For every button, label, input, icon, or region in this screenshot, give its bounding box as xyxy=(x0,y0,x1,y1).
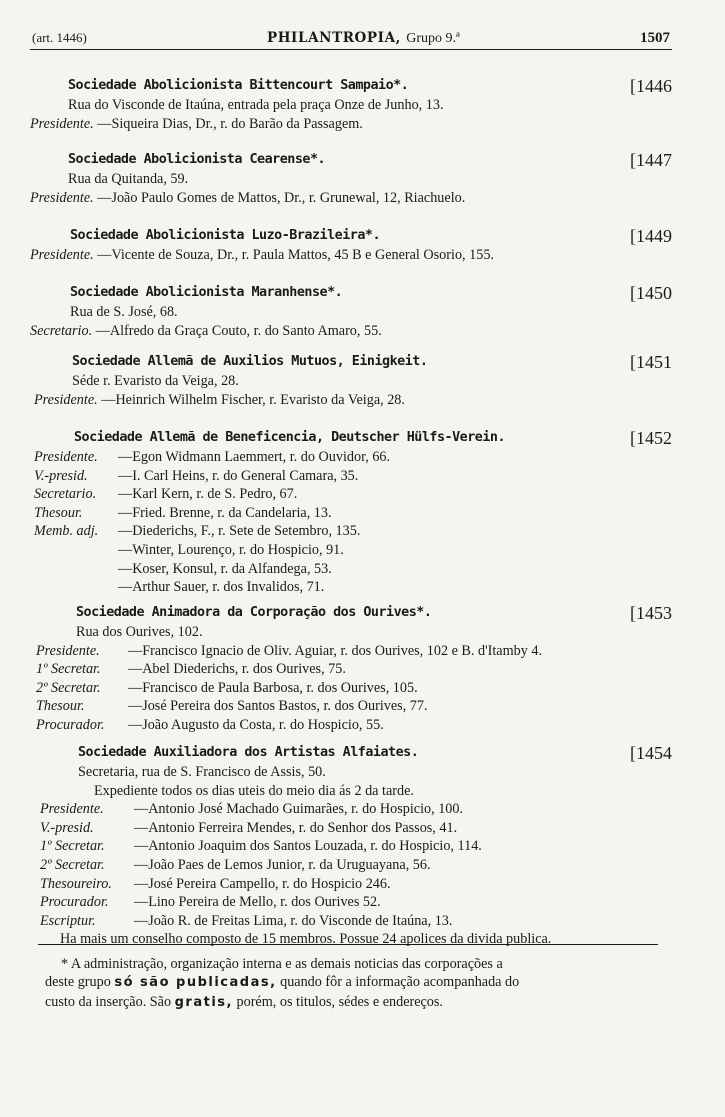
footnote-divider xyxy=(38,944,658,945)
line-label: 1º Secretar. xyxy=(40,838,105,855)
entry xyxy=(30,76,672,133)
line-text: —Antonio Joaquim dos Santos Louzada, r. do Hospicio, 114. xyxy=(134,838,482,855)
line-text: Secretaria, rua de S. Francisco de Assis, 50. xyxy=(78,764,326,780)
entry xyxy=(30,428,672,597)
line-text: —Antonio Ferreira Mendes, r. do Senhor dos Passos, 41. xyxy=(134,819,458,836)
footnote-line xyxy=(45,993,685,1012)
entry-line xyxy=(30,485,672,504)
line-text: —Karl Kern, r. de S. Pedro, 67. xyxy=(118,486,298,503)
entry-line xyxy=(30,819,672,838)
line-text: —Abel Diederichs, r. dos Ourives, 75. xyxy=(128,661,346,678)
entry-line xyxy=(30,623,672,642)
line-text: —João R. de Freitas Lima, r. do Visconde de Itaúna, 13. xyxy=(134,912,453,929)
entry-number: [1451 xyxy=(630,352,672,372)
entry-line xyxy=(30,96,672,115)
entry-name: Sociedade Abolicionista Luzo-Brazileira*. xyxy=(70,228,381,243)
entry-line xyxy=(30,303,672,322)
entry-number: [1452 xyxy=(630,428,672,448)
line-label: Escriptur. xyxy=(40,912,96,929)
entry-line xyxy=(30,246,672,265)
entry-line xyxy=(30,782,672,801)
line-label: 2º Secretar. xyxy=(40,856,105,873)
entry-line xyxy=(30,697,672,716)
line-text: —Heinrich Wilhelm Fischer, r. Evaristo da Veiga, 28. xyxy=(101,391,405,408)
line-text: Expediente todos os dias uteis do meio dia ás 2 da tarde. xyxy=(94,782,414,799)
entry-title xyxy=(30,603,672,623)
entry-line xyxy=(30,170,672,189)
line-text: —Siqueira Dias, Dr., r. do Barão da Passagem. xyxy=(97,115,363,132)
entry-title xyxy=(30,428,672,448)
entry-line xyxy=(30,763,672,782)
footnote-emphasis: gratis, xyxy=(174,994,233,1010)
line-text: —Fried. Brenne, r. da Candelaria, 13. xyxy=(118,504,332,521)
entry-line xyxy=(30,322,672,341)
footnote-text: porém, os titulos, sédes e endereços. xyxy=(236,993,443,1010)
footnote-line xyxy=(45,973,685,992)
line-text: —Lino Pereira de Mello, r. dos Ourives 52. xyxy=(134,894,381,911)
line-text: —João Augusto da Costa, r. do Hospicio, 55. xyxy=(128,716,384,733)
entry-title xyxy=(30,226,672,246)
line-label: Thesour. xyxy=(34,504,83,521)
entry-line xyxy=(30,115,672,134)
page xyxy=(30,30,672,50)
line-label: Secretario. xyxy=(30,322,93,339)
entry-name: Sociedade Abolicionista Bittencourt Sampaio*. xyxy=(68,78,409,93)
entry-name: Sociedade Animadora da Corporação dos Ourives*. xyxy=(76,605,432,620)
entry-line xyxy=(30,893,672,912)
entry xyxy=(30,150,672,207)
entry-name: Sociedade Abolicionista Cearense*. xyxy=(68,152,326,167)
line-label: Presidente. xyxy=(30,189,94,206)
line-text: Rua dos Ourives, 102. xyxy=(76,624,203,640)
entry xyxy=(30,743,672,949)
line-label: Procurador. xyxy=(36,716,105,733)
entry-line xyxy=(30,560,672,579)
entry-line xyxy=(30,391,672,410)
entry-title xyxy=(30,352,672,372)
page-number: 1507 xyxy=(639,30,670,46)
line-label: Thesoureiro. xyxy=(40,875,112,892)
footnote xyxy=(45,955,685,1012)
article-reference: (art. 1446) xyxy=(32,30,87,45)
entry-line xyxy=(30,660,672,679)
entry-name: Sociedade Auxiliadora dos Artistas Alfaiates. xyxy=(78,745,419,760)
entry-line xyxy=(30,467,672,486)
entry-line xyxy=(30,372,672,391)
footnote-marker: * xyxy=(61,956,69,972)
line-text: —Francisco Ignacio de Oliv. Aguiar, r. dos Ourives, 102 e B. d'Itamby 4. xyxy=(128,642,543,659)
line-text: Ha mais um conselho composto de 15 membros. Possue 24 apolices da divida publica. xyxy=(60,931,552,948)
line-text: Rua de S. José, 68. xyxy=(70,304,178,320)
line-text: —Egon Widmann Laemmert, r. do Ouvidor, 66. xyxy=(118,449,391,465)
entry-line xyxy=(30,930,672,949)
line-text: —Francisco de Paula Barbosa, r. dos Ourives, 105. xyxy=(128,679,418,696)
footnote-text: custo da inserção. São xyxy=(45,993,172,1010)
footnote-text: A administração, organização interna e as demais noticias das corporações a xyxy=(70,956,503,972)
line-text: —José Pereira Campello, r. do Hospicio 246. xyxy=(134,875,391,892)
entry-title xyxy=(30,76,672,96)
line-text: —Winter, Lourenço, r. do Hospicio, 91. xyxy=(118,541,344,558)
entry-line xyxy=(30,912,672,931)
entry-title xyxy=(30,283,672,303)
line-label: Presidente. xyxy=(30,247,94,263)
entry xyxy=(30,352,672,409)
entry-title xyxy=(30,150,672,170)
line-text: —Alfredo da Graça Couto, r. do Santo Amaro, 55. xyxy=(95,322,382,339)
entry-number: [1446 xyxy=(630,76,672,96)
entry-line xyxy=(30,679,672,698)
line-label: 2º Secretar. xyxy=(36,679,101,696)
entry-line xyxy=(30,189,672,208)
page-title xyxy=(267,30,460,47)
entry xyxy=(30,603,672,735)
line-label: Thesour. xyxy=(36,698,85,715)
entry-number: [1453 xyxy=(630,603,672,623)
entry-name: Sociedade Allemã de Auxilios Mutuos, Einigkeit. xyxy=(72,354,428,369)
entry-line xyxy=(30,800,672,819)
group-label: Grupo 9.ª xyxy=(406,31,460,46)
footnote-text: quando fôr a informação acompanhada do xyxy=(280,974,520,991)
line-text: —Antonio José Machado Guimarães, r. do Hospicio, 100. xyxy=(134,801,464,818)
line-label: Presidente. xyxy=(34,449,98,465)
line-text: Rua do Visconde de Itaúna, entrada pela praça Onze de Junho, 13. xyxy=(68,97,444,113)
entry-line xyxy=(30,716,672,735)
line-text: Séde r. Evaristo da Veiga, 28. xyxy=(72,373,239,389)
entry-line xyxy=(30,504,672,523)
entry-line xyxy=(30,578,672,597)
line-label: 1º Secretar. xyxy=(36,661,101,678)
line-text: —João Paes de Lemos Junior, r. da Uruguayana, 56. xyxy=(134,856,431,873)
entry xyxy=(30,283,672,340)
entry-line xyxy=(30,856,672,875)
page-header xyxy=(30,30,672,50)
footnote-line xyxy=(45,955,685,973)
line-label: Presidente. xyxy=(34,391,98,408)
line-label: V.-presid. xyxy=(34,467,88,484)
entry xyxy=(30,226,672,265)
entry-title xyxy=(30,743,672,763)
entry-line xyxy=(30,837,672,856)
footnote-emphasis: só são publicadas, xyxy=(114,975,277,991)
section-title: PHILANTROPIA, xyxy=(266,30,401,46)
line-text: —José Pereira dos Santos Bastos, r. dos Ourives, 77. xyxy=(128,698,428,715)
line-text: Rua da Quitanda, 59. xyxy=(68,171,189,187)
entry-line xyxy=(30,448,672,467)
line-text: —Koser, Konsul, r. da Alfandega, 53. xyxy=(118,560,332,577)
line-label: Procurador. xyxy=(40,894,109,911)
line-text: —I. Carl Heins, r. do General Camara, 35. xyxy=(118,467,359,484)
entry-line xyxy=(30,522,672,541)
line-text: —Vicente de Souza, Dr., r. Paula Mattos, 45 B e General Osorio, 155. xyxy=(97,247,494,263)
entry-number: [1454 xyxy=(630,743,672,763)
line-text: —João Paulo Gomes de Mattos, Dr., r. Grunewal, 12, Riachuelo. xyxy=(97,189,466,206)
entry-line xyxy=(30,642,672,661)
entry-name: Sociedade Allemã de Beneficencia, Deutscher Hülfs-Verein. xyxy=(74,430,506,445)
line-text: —Arthur Sauer, r. dos Invalidos, 71. xyxy=(118,579,325,596)
line-label: Secretario. xyxy=(34,486,97,503)
entry-number: [1447 xyxy=(630,150,672,170)
line-label: Memb. adj. xyxy=(34,523,99,540)
entry-line xyxy=(30,541,672,560)
line-label: Presidente. xyxy=(36,642,100,659)
line-text: —Diederichs, F., r. Sete de Setembro, 135. xyxy=(118,523,361,540)
line-label: Presidente. xyxy=(40,801,104,818)
entry-number: [1449 xyxy=(630,226,672,246)
footnote-text: deste grupo xyxy=(45,974,111,991)
entry-number: [1450 xyxy=(630,283,672,303)
entry-name: Sociedade Abolicionista Maranhense*. xyxy=(70,285,343,300)
entry-line xyxy=(30,875,672,894)
line-label: Presidente. xyxy=(30,115,94,132)
line-label: V.-presid. xyxy=(40,819,94,836)
